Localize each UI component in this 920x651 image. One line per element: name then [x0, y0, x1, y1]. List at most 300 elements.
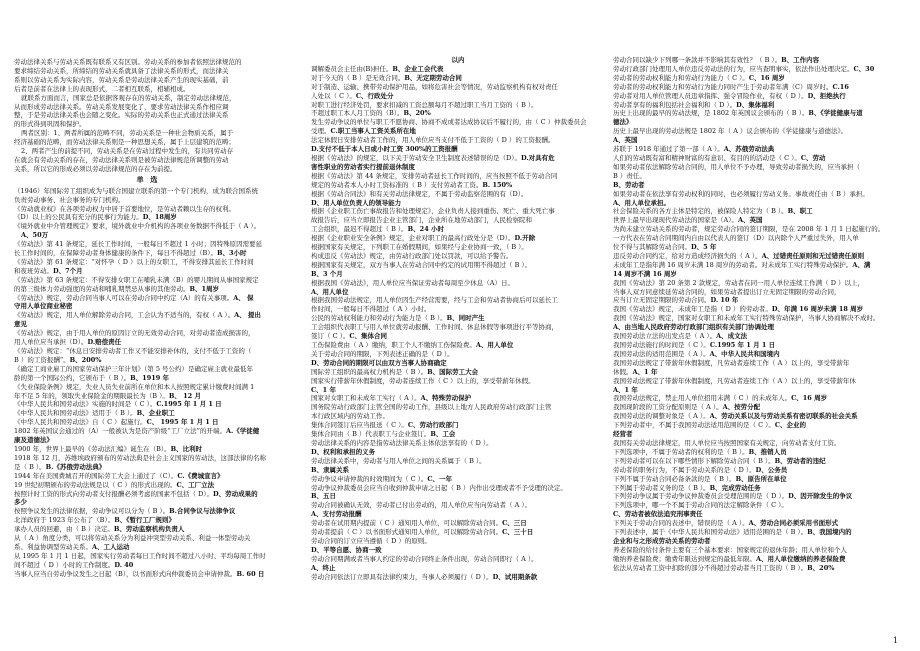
- answer-text: 德法》: [613, 118, 633, 127]
- text-line: [14, 498, 282, 507]
- text-line: [14, 94, 282, 103]
- question-text: （1946）年国际劳工组织成为与联合国建立联系的第一个专门机构，成为联合国系统: [14, 186, 259, 195]
- answer-text: D、5 年: [691, 243, 717, 252]
- text-line: [613, 65, 903, 74]
- question-text: 根据《企业职工伤亡事故报告和处理规定》，企业负责人接到重伤、死亡、重大死亡事: [311, 207, 555, 216]
- text-line: [311, 270, 605, 279]
- text-line: [311, 305, 605, 314]
- answer-text: A、由当地人民政府劳动行政部门组织有关部门协调处理: [613, 323, 775, 332]
- text-line: [613, 56, 903, 65]
- text-line: [311, 314, 605, 323]
- question-text: 故报告后，应当立即报告企业主管部门，企业所在地劳动部门，人民检察院和: [311, 216, 532, 225]
- answer-text: C、 1995 年 1 月 1 日: [146, 418, 219, 427]
- text-line: [311, 332, 605, 341]
- text-line: [14, 427, 282, 436]
- text-line: [14, 196, 282, 205]
- question-text: 关于劳动合同的期限，下列表述正确的是（ D ）。: [311, 349, 454, 358]
- text-line: [613, 377, 903, 386]
- answer-text: C.16: [832, 82, 849, 91]
- text-line: [613, 528, 903, 537]
- question-text: 系、利益协调型劳动关系。: [14, 542, 92, 551]
- answer-text: A、1 年: [613, 385, 638, 394]
- question-text: 下列属于劳动者义务的是（ B ）。: [613, 483, 710, 492]
- text-line: [14, 258, 282, 267]
- answer-text: B、职工: [787, 207, 813, 216]
- question-text: 构成违反《劳动法》规定，由劳动行政部门处以罚款，可以给予警告。: [311, 251, 513, 260]
- text-line: [14, 76, 282, 85]
- text-line: [14, 525, 282, 534]
- answer-text: D、试用期条款: [492, 572, 538, 581]
- answer-text: A、英国: [613, 136, 638, 145]
- text-line: [311, 359, 605, 368]
- text-line: [311, 243, 605, 252]
- question-text: 年不足 5 年的，领取失业保险金的期限最长为（B ）。: [14, 391, 169, 400]
- text-line: [14, 103, 282, 112]
- question-text: 发生劳动争议的单位与职工不愿协商、协商不成或者达成协议后不履行的，由（ C ）仲裁委员会: [311, 118, 587, 127]
- question-text: 《劳动法》第 63 条规定：不得安排女职工在哺乳未满（B）的婴儿期间从事国家规定: [14, 275, 259, 284]
- question-text: 工伤保险费由（ A ）缴纳，职工个人不缴纳工伤保险费。: [311, 341, 476, 349]
- question-text: 世界上最早出现现代劳动法的国家是（A）。: [613, 216, 738, 225]
- answer-text: D.赔偿责任: [87, 338, 122, 347]
- question-text: 根据《劳动合同法》和有关劳动法律规定，不属于劳动监察范围的有（D）。: [311, 189, 528, 198]
- answer-text: C.1995 年 1 月 1 日: [156, 400, 222, 409]
- question-text: 我国劳动法规定了带薪年休假制度，凡劳动者连续工作（ A ）以上的，享受带薪年: [613, 358, 850, 367]
- answer-text: B、推销人员: [748, 447, 787, 456]
- text-line: [311, 377, 605, 386]
- question-text: B ）的工资报酬”。: [14, 355, 70, 364]
- answer-text: B.《苏俄劳动法典》: [45, 462, 106, 471]
- text-line: [311, 457, 605, 466]
- answer-text: D.对具有危: [520, 153, 555, 162]
- text-line: [613, 421, 903, 430]
- question-text: 受理。: [311, 127, 331, 136]
- text-line: [14, 213, 282, 222]
- question-text: 下列选项中，不属于劳动者的权利的是（ B ）。: [613, 447, 749, 456]
- question-text: 不超过职工本人月工资的（B）。: [311, 109, 404, 118]
- question-text: 劳动争议仲裁委员会应当自收到仲裁申请之日起（ B ）内作出受理或者不予受理的决定。: [311, 483, 567, 492]
- question-text: 劳动者的劳动权利能力和劳动行为能力同时产生于劳动者年满（C）周岁时。: [613, 82, 833, 91]
- question-text: 根据国家有关规定，下列职工在婚假期间，如果经与企业协商一致，（ B ）。: [311, 243, 528, 252]
- question-text: 根据我国《劳动法》，用人单位应当保证劳动者每周至少休息（A）日。: [311, 278, 514, 287]
- answer-text: B、无定期劳动合同: [404, 73, 462, 82]
- question-text: 国家对女职工和未成年工实行（ A ）。: [311, 394, 421, 403]
- question-text: 《中华人民共和国劳动法》适用于（ B ）。: [14, 409, 137, 418]
- question-text: 后者是前者在法律上的表现形式，二者相互联系，相辅相成。: [14, 84, 190, 93]
- question-text: 劳动合同依法订立即具有法律约束力，当事人必须履行（ D ）。: [311, 572, 493, 581]
- answer-text: C、16 周岁: [791, 394, 828, 403]
- question-text: 负责劳动事务、社会事务的专门机构。: [14, 195, 125, 204]
- text-line: [613, 83, 903, 92]
- text-line: [14, 392, 282, 401]
- text-line: [311, 279, 605, 288]
- question-text: 下列劳动争议属于劳动争议仲裁委员会受理范围的是（ D ）。: [613, 492, 789, 501]
- text-line: [311, 127, 605, 136]
- text-line: [613, 279, 903, 288]
- question-text: 1802 年英国议会通过的（A）一般被认为是资产阶级“工厂立法”的开端。: [14, 427, 226, 436]
- text-line: [613, 492, 903, 501]
- question-text: 系则以劳动关系为实际内容，劳动关系是劳动法律关系产生的现实基础，前: [14, 75, 229, 84]
- answer-text: D. 40: [114, 560, 134, 569]
- answer-text: C、三十日: [502, 528, 534, 537]
- answer-text: A、成文法: [716, 332, 748, 341]
- question-text: 根据国家有关规定，双方当事人在劳动合同中约定的试用期不得超过（ B ）。: [311, 260, 532, 269]
- text-line: [613, 207, 903, 216]
- text-line: [14, 561, 282, 570]
- answer-text: B、《暂行工厂规则》: [114, 516, 175, 525]
- text-line: [311, 555, 605, 564]
- text-line: [613, 368, 903, 377]
- question-text: 养老保险的给付条件主要有三个基本要求：国家规定的退休年龄；用人单位和个人: [613, 545, 847, 554]
- question-text: 两者区别：1、两者所属的范畴不同，劳动关系是一种社会物质关系，属于: [21, 129, 234, 138]
- answer-text: A、特殊劳动保护: [420, 394, 472, 403]
- text-line: [311, 439, 605, 448]
- question-text: 《劳动法》规定：“休息日安排劳动者工作又不能安排补休的，支付不低于工资的（: [14, 347, 252, 355]
- text-line: [311, 74, 605, 83]
- answer-text: 企业和与之形成劳动关系的劳动者: [613, 536, 711, 545]
- question-text: 规定的劳动者本人小时工资标准的（ B ）支付劳动者工资。: [311, 180, 483, 189]
- answer-text: A、英国: [737, 216, 763, 225]
- question-text: 社会保险关系的各方主体是特定的，被保险人特定为（ B ）。: [613, 207, 788, 216]
- answer-text: A、劳动合同必须采用书面形式: [748, 519, 839, 528]
- text-line: [14, 490, 282, 499]
- text-line: [613, 564, 903, 573]
- answer-text: C、一年: [427, 474, 453, 483]
- answer-text: 康及道德法》: [14, 436, 53, 445]
- text-line: [613, 92, 903, 101]
- question-text: 关系，所以它的形成必须以劳动法律规范的存在为前提。: [14, 164, 177, 173]
- question-text: 劳动者的劳动权利能力和劳动行为能力（ C ）。: [613, 73, 749, 82]
- text-line: [613, 243, 903, 252]
- text-line: [311, 234, 605, 243]
- text-line: [311, 118, 605, 127]
- text-line: [311, 181, 605, 190]
- text-line: [311, 323, 605, 332]
- text-line: [14, 356, 282, 365]
- text-line: [14, 231, 282, 240]
- answer-text: A、苏俄劳动法典: [723, 145, 775, 154]
- text-line: [613, 234, 903, 243]
- text-line: [14, 374, 282, 383]
- question-text: 下列劳动者可以在以下哪些情形下解除劳动合同（ B ）。: [613, 456, 775, 465]
- text-line: [613, 216, 903, 225]
- question-text: 劳动者的职务行为，不属于劳动关系的是（ D ）。: [613, 465, 756, 474]
- question-text: 1944 年在美国费城召开的国际劳工大会上通过了（C）。: [14, 471, 178, 480]
- question-text: 和夜班劳动。: [14, 266, 53, 275]
- text-line: [14, 111, 282, 120]
- question-text: 是（ B ）。: [14, 462, 46, 471]
- text-line: [613, 199, 903, 208]
- text-line: [311, 537, 605, 546]
- question-text: 按照争议发生的法律依据，劳动争议可以分为（ B ）。: [14, 507, 170, 516]
- text-line: [311, 252, 605, 261]
- answer-text: A、劳动关系以及与劳动关系有密切联系的社会关系: [709, 412, 858, 421]
- text-line: [14, 418, 282, 427]
- question-text: 我国《劳动法》第 20 条第 2 款规定，劳动者在同一用人单位连续工作满（ D ）以上，: [613, 278, 865, 287]
- answer-text: C、劳动: [800, 153, 826, 162]
- text-line: [311, 573, 605, 582]
- answer-text: B.合同争议与法律争议: [169, 507, 236, 516]
- question-text: 《劳动法》第 61 条规定：“对怀孕（ D ）以上的女职工，不得安排其延长工作时间: [14, 257, 254, 266]
- question-text: 国际劳工组织的最高权力机构是（ B ）。: [311, 367, 428, 376]
- text-line: [613, 225, 903, 234]
- text-line: [14, 347, 282, 356]
- text-line: [311, 528, 605, 537]
- question-text: 我国劳动法规定了带薪年休假制度，凡劳动者连续工作（ A ）以上的，享受带薪年休: [613, 376, 856, 385]
- question-text: 对职工进行经济处罚，要求扣减的工资总额每月不超过职工当月工资的（ B ）。: [311, 100, 538, 109]
- question-text: 下列劳动者中，不属于我国劳动法适用范围的是（ C ）。: [613, 421, 775, 430]
- text-line: [14, 436, 282, 445]
- answer-text: B、企业职工: [136, 409, 175, 418]
- answer-text: C、劳动者被依法追究刑事责任: [613, 510, 703, 519]
- text-line: [613, 510, 903, 519]
- question-text: 劳动合同被确认无效，劳动者已付出劳动的，用人单位应当向劳动者（ A ）。: [311, 501, 532, 510]
- text-line: [311, 475, 605, 484]
- answer-text: B、工作内容: [781, 56, 820, 64]
- text-line: [14, 187, 282, 196]
- text-line: [14, 147, 282, 156]
- answer-text: C、工厂立法: [176, 480, 215, 489]
- text-line: [613, 163, 903, 172]
- text-line: [14, 156, 282, 165]
- text-line: [14, 67, 282, 76]
- text-column-middle: [311, 56, 605, 642]
- answer-text: D. 10 年: [710, 296, 739, 305]
- answer-text: D、拒绝执行: [807, 91, 846, 100]
- answer-text: B、3小时: [217, 249, 247, 258]
- text-line: [613, 190, 903, 199]
- answer-text: A、终止: [311, 563, 336, 572]
- text-line: [613, 555, 903, 564]
- question-text: 我国劳动法规定，禁止用人单位招用未满（ C ）的未成年人。: [613, 394, 792, 403]
- answer-text: C、1 年: [311, 385, 336, 394]
- text-line: [311, 199, 605, 208]
- answer-text: B、国际劳工大会: [427, 367, 479, 376]
- question-text: 我国劳动法的适用范围是（ A ）。: [613, 349, 710, 358]
- answer-text: A、工人运动: [92, 542, 130, 551]
- text-line: [14, 329, 282, 338]
- answer-text: B、 12 月: [168, 391, 201, 400]
- text-line: [613, 386, 903, 395]
- question-text: 国家实行带薪年休假制度，劳动者连续工作（ C ）以上的，享受带薪年休假。: [311, 376, 535, 385]
- text-line: [613, 101, 903, 110]
- question-text: 违反劳动合同约定，给对方造成经济损失的（ A ）。: [613, 251, 762, 260]
- answer-text: D、劳动合同的期限可以由双方当事人协商确定: [311, 358, 447, 367]
- text-line: [311, 492, 605, 501]
- answer-text: B、同时产生: [446, 314, 485, 323]
- question-text: 依法从劳动者工资中扣除的部分不得超过劳动者当月工资的（ B ）。: [613, 563, 808, 572]
- question-text: 当事人应当自劳动争议发生之日起（B），以书面形式向仲裁委员会申请仲裁。: [14, 569, 237, 578]
- answer-text: B、劳动者: [613, 180, 645, 189]
- text-line: [613, 261, 903, 270]
- answer-text: A、按劳分配: [722, 403, 761, 412]
- question-text: 劳动合同以缺少下列哪一条款并不影响其有效性？（ B ）。: [613, 56, 782, 64]
- text-line: [311, 368, 605, 377]
- text-line: [14, 249, 282, 258]
- text-line: [14, 120, 282, 129]
- text-line: [613, 457, 903, 466]
- question-text: 从而形成劳动法律关系。劳动关系发展变化了，要求劳动法律关系作相应调: [14, 102, 229, 111]
- question-text: 从 1995 年 1 月 1 日起，国家实行劳动者每日工作时间不超过八小时、平均每周工作时: [14, 551, 266, 560]
- answer-text: B、劳动者的违纪: [774, 456, 826, 465]
- question-text: 签订（ C ）。: [311, 332, 350, 341]
- text-line: [613, 145, 903, 154]
- answer-text: D、集体福利: [736, 100, 775, 109]
- text-line: [311, 154, 605, 163]
- answer-text: B、《学徒健康与道: [808, 109, 863, 118]
- question-text: 下列选项中，哪一个不属于劳动合同的法定解除条件（ C ）。: [613, 501, 788, 510]
- text-line: [613, 537, 903, 546]
- text-line: [613, 74, 903, 83]
- text-line: [613, 484, 903, 493]
- answer-text: A、用人单位: [475, 341, 514, 349]
- text-line: [311, 430, 605, 439]
- answer-text: A、 提出: [234, 311, 261, 320]
- answer-text: C、企业的: [774, 421, 807, 430]
- text-line: [311, 216, 605, 225]
- text-line: [311, 394, 605, 403]
- answer-text: D.开除: [514, 234, 536, 243]
- answer-text: A、 保: [233, 293, 254, 302]
- answer-text: B、隶属关系: [311, 465, 349, 474]
- answer-text: D、因开除发生的争议: [788, 492, 853, 501]
- text-line: [613, 252, 903, 261]
- text-line: [311, 225, 605, 234]
- text-line: [613, 350, 903, 359]
- question-text: 苏联于 1918 年通过了第一部（ A ）。: [613, 145, 724, 154]
- question-text: 我国《劳动法》规定，未成年工是指（ D ）的劳动者。: [613, 305, 772, 314]
- answer-text: A、用人单位: [311, 287, 349, 296]
- text-line: [613, 394, 903, 403]
- question-text: 国务院劳动行政部门主管全国的劳动工作，县级以上地方人民政府劳动行政部门主管: [311, 403, 552, 412]
- text-line: [613, 332, 903, 341]
- question-text: 劳动行政部门处理用人单位违反劳动法的行为，应当查明事实，依法作出处理决定。: [613, 64, 854, 73]
- answer-text: A、用人单位缴纳的养老保险费: [756, 554, 846, 563]
- question-text: 一方代表在劳动合同期间内自由以代表人的签订（D）以内除个人严重过失外，用人单: [613, 234, 859, 243]
- text-line: [311, 145, 605, 154]
- answer-text: 14 周岁不满 16 周岁: [613, 269, 677, 278]
- question-text: 根据《劳动法》第 44 条规定，安排劳动者延长工作时间的，应当按照不低于劳动合同: [311, 171, 558, 180]
- text-line: [311, 519, 605, 528]
- answer-text: B、企业工会代表: [392, 64, 444, 73]
- text-line: [14, 445, 282, 454]
- text-line: [14, 472, 282, 481]
- answer-text: D、公务员: [755, 465, 788, 474]
- answer-text: A.《学徒健: [225, 427, 260, 436]
- text-line: [14, 338, 282, 347]
- answer-text: D、平等自愿、协商一致: [311, 545, 382, 554]
- answer-text: B、五日: [311, 492, 336, 501]
- answer-text: A、1 年: [632, 367, 658, 376]
- question-text: 长工作时间的，在保障劳动者身体健康的条件下，每日不得超过（B）。: [14, 249, 218, 258]
- text-line: [613, 305, 903, 314]
- answer-text: D、用人单位负责人的领导能力: [311, 198, 402, 207]
- text-line: [14, 454, 282, 463]
- question-text: 应当订立无固定期限的劳动合同。: [613, 296, 711, 305]
- question-text: 对于今天的（ B ）是无效合同。: [311, 73, 405, 82]
- text-line: [14, 267, 282, 276]
- question-text: 劳动争议申请仲裁的时效期间为（ C ）。: [311, 474, 428, 483]
- text-line: [613, 448, 903, 457]
- text-line: [311, 101, 605, 110]
- text-line: [14, 400, 282, 409]
- text-line: [613, 501, 903, 510]
- answer-text: D.支付不低于本人日或小时工资 300%的工资报酬: [311, 145, 458, 154]
- text-column-right: [613, 56, 903, 642]
- question-text: 就联系方面而言，国家总是依据客观存在的劳动关系，制定劳动法律规范，: [21, 93, 236, 102]
- text-line: [613, 341, 903, 350]
- question-text: 19 世纪初期颁布的劳动法规是以（ C ）的形式出现的。: [14, 480, 177, 489]
- question-text: 如果劳动者依法解除劳动合同的，用人单位不予办理，导致劳动者损失的，应当承担（: [613, 162, 860, 171]
- text-line: [311, 448, 605, 457]
- answer-text: B、工会: [430, 430, 456, 439]
- text-line: [14, 222, 282, 231]
- answer-text: 意见: [14, 320, 27, 329]
- text-line: [311, 190, 605, 199]
- text-line: [613, 323, 903, 332]
- text-line: [14, 365, 282, 374]
- answer-text: B. 150%: [482, 180, 513, 189]
- text-line: [311, 510, 605, 519]
- question-text: 1900 年，世界上最早的《劳动法汇编》诞生在（B）。: [14, 444, 171, 453]
- question-text: 对于制造、运输、携带劳动保护用品，如将危害社会等情况，劳动监察机构有权对责任: [311, 82, 558, 91]
- answer-text: D、18周岁: [142, 213, 177, 222]
- question-text: 未成年工是指年满 16 周岁未满 18 周岁的劳动者。对未成年工实行特殊劳动保护。: [613, 260, 853, 269]
- text-column-left: [14, 58, 282, 644]
- text-line: [311, 136, 605, 145]
- text-line: [14, 507, 282, 516]
- question-text: 《劳动就业权》在各项劳动权力中居于首要地位，是劳动者赖以生存的权利。: [14, 204, 235, 213]
- text-line: [14, 409, 282, 418]
- answer-text: 害性职业的劳动者实行提前退休制度: [311, 162, 415, 171]
- text-line: [311, 386, 605, 395]
- answer-text: B、20%: [403, 109, 431, 118]
- text-line: [14, 58, 282, 67]
- page-number: 1: [892, 636, 898, 645]
- question-text: 《确定工商业雇工的国家劳动保护三年计划》（第 5 号公约）是确定雇主就业最低年: [14, 364, 254, 373]
- question-text: 间不超过（ D ）小时的工作制度。: [14, 560, 115, 569]
- answer-text: C、16 周岁: [748, 73, 785, 82]
- question-text: 根据我国劳动法规定，用人单位因生产经营需要，经与工会和劳动者协商后可以延长工: [311, 296, 558, 305]
- question-text: 整，于是劳动法律关系也会随之变化。实际的劳动关系也正式通过法律关系: [14, 111, 229, 120]
- question-text: 《劳动法》规定，用人单位解除劳动合同，工会认为不适当的，有权（ A ）。: [14, 311, 235, 320]
- text-line: [311, 163, 605, 172]
- question-text: 下列表述中，属于《中华人民共和国劳动法》适用范围的是（ B ）。: [613, 528, 808, 537]
- question-text: 位不得与其解除劳动合同。: [613, 243, 691, 252]
- question-text: 我国有关劳动法律规定，用人单位应当按照国家有关规定，向劳动者支付工资。: [613, 438, 841, 447]
- text-line: [311, 484, 605, 493]
- question-text: 法定休假日安排劳动者工作的，用人单位应当支付不低于工资的（ D ）的工资报酬。: [311, 136, 555, 145]
- text-line: [311, 172, 605, 181]
- text-line: [311, 546, 605, 555]
- question-text: 的形式得到巩固和保护。: [14, 120, 86, 129]
- answer-text: C.职工当事人工资关系所在地: [330, 127, 416, 136]
- question-text: 公民的劳动权利能力和劳动行为能力是（ B ）。: [311, 314, 447, 323]
- question-text: 缴纳养老保险费；缴费年限达到规定的最低年限。: [613, 554, 756, 563]
- answer-text: 以内: [451, 56, 465, 64]
- text-line: [311, 56, 605, 65]
- question-text: 的第三级体力劳动强度的劳动和哺乳期禁忌从事的其他劳动。: [14, 284, 190, 293]
- question-text: 承办人员的回避，由（ B ）决定。: [14, 525, 114, 534]
- answer-text: D、7个月: [53, 266, 83, 275]
- text-line: [613, 314, 903, 323]
- text-line: [613, 359, 903, 368]
- text-line: [311, 341, 605, 350]
- question-text: 《劳动法》第 41 条规定，延长工作时间，一般每日不超过 1 小时；因特殊原因需要延: [14, 240, 263, 249]
- question-text: 根据《企业职业安全条例》规定，企业对职工的最高行政处分是（D）。: [311, 234, 515, 243]
- text-line: [613, 296, 903, 305]
- question-text: 调解委员会主任由(B)担任。: [311, 64, 393, 73]
- answer-text: B、24 小时: [407, 225, 444, 234]
